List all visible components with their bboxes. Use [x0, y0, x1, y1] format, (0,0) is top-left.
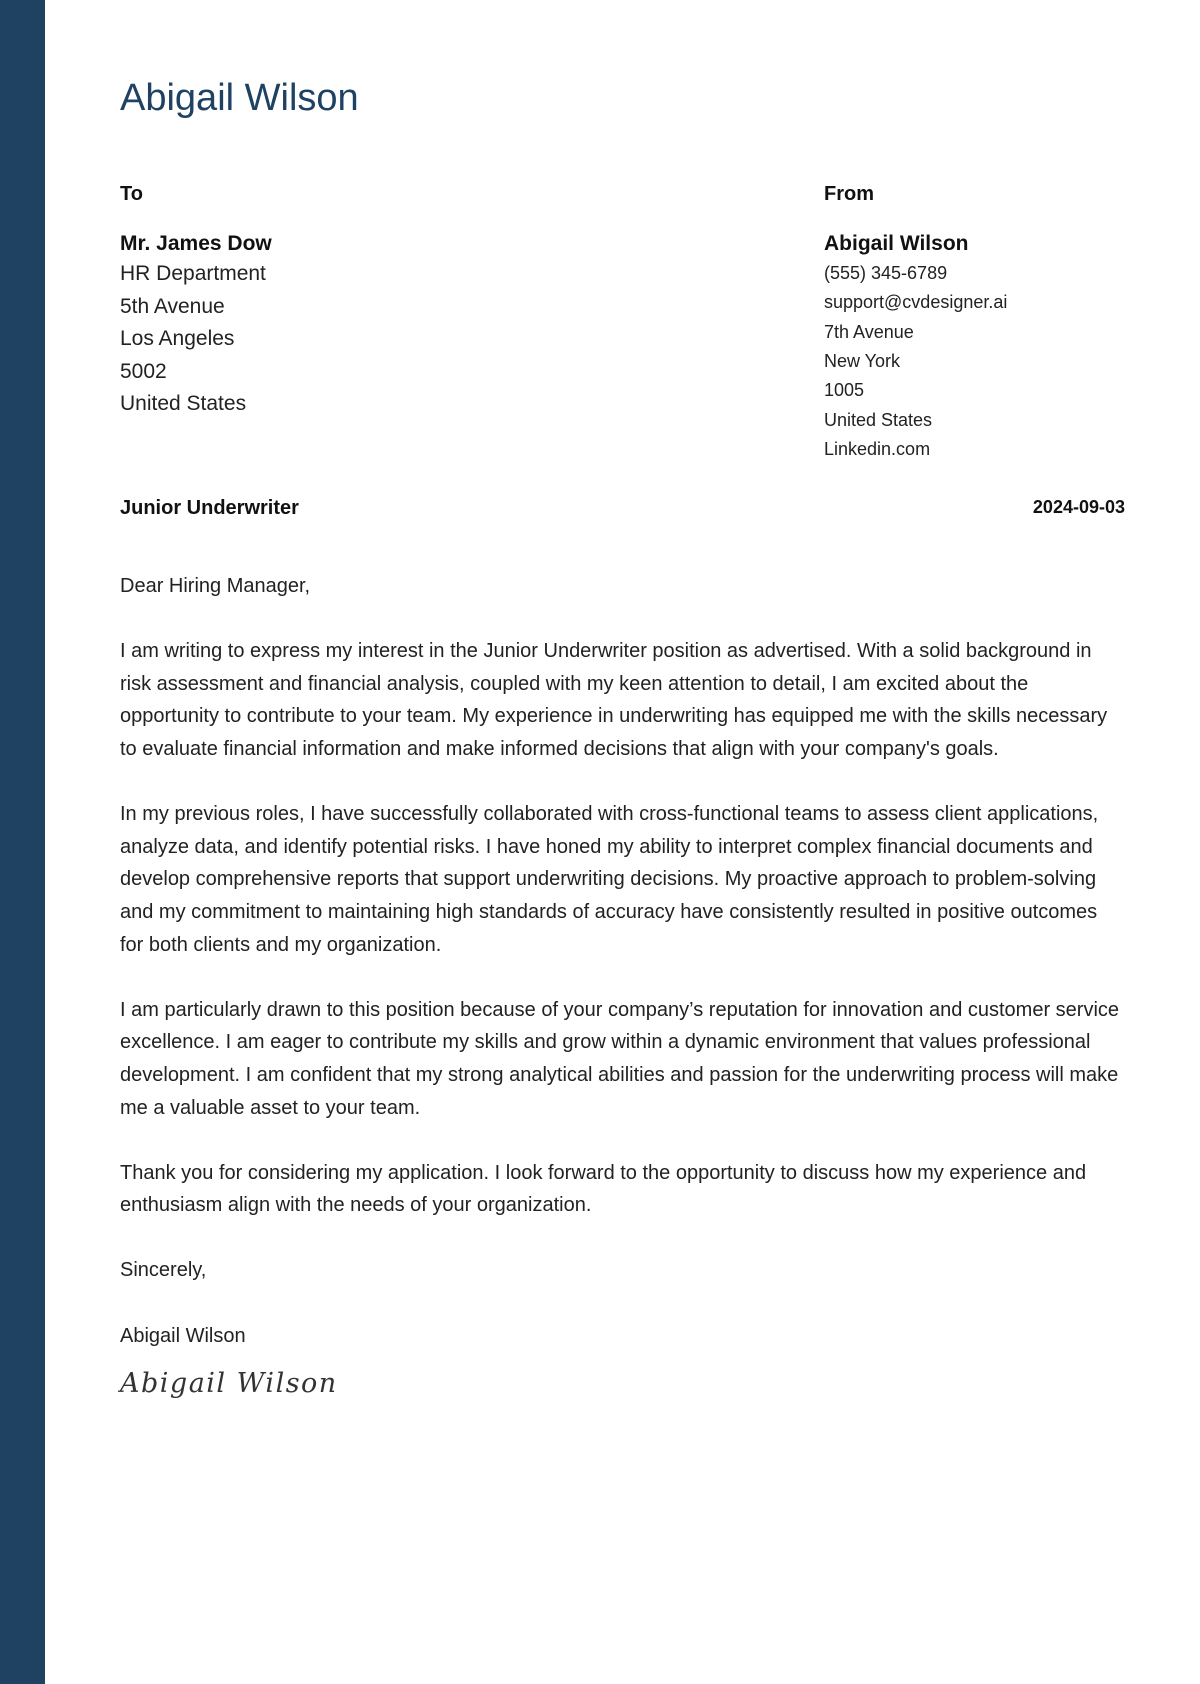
job-title: Junior Underwriter [120, 497, 299, 519]
body-paragraph: I am writing to express my interest in the Junior Underwriter position as advertised. With a solid background in risk assessment and financial analysis, coupled with my keen attention to detail, I am excited about the opportunity to contribute to your team. My experience in underwriting has equipped me with the skills necessary to evaluate financial information and make informed decisions that align with your company's goals. [120, 640, 1108, 760]
recipient-label: To [120, 183, 143, 205]
sender-email: support@cvdesigner.ai [824, 292, 1008, 313]
recipient-address [120, 258, 720, 421]
body-paragraph: In my previous roles, I have successfully collaborated with cross-functional teams to assess client applications, analyze data, and identify potential risks. I have honed my ability to interpret complex financial documents and develop comprehensive reports that support underwriting decisions. My proactive approach to problem-solving and my commitment to maintaining high standards of accuracy have consistently resulted in positive outcomes for both clients and my organization. [120, 803, 1099, 956]
recipient-block [120, 183, 720, 421]
handwritten-signature: Abigail Wilson [120, 1368, 338, 1399]
closing: Sincerely, [120, 1259, 207, 1282]
cover-letter-page [120, 0, 1125, 1684]
sender-label: From [824, 183, 874, 205]
recipient-street: 5th Avenue [120, 294, 225, 318]
letter-date: 2024-09-03 [1032, 497, 1125, 517]
salutation: Dear Hiring Manager, [120, 575, 311, 597]
recipient-postal-code: 5002 [120, 359, 167, 383]
recipient-name: Mr. James Dow [120, 232, 272, 255]
recipient-city: Los Angeles [120, 327, 235, 351]
sender-postal-code: 1005 [824, 380, 865, 401]
sender-name: Abigail Wilson [824, 232, 969, 255]
sender-block [824, 183, 1124, 464]
letter-body [120, 570, 1125, 1385]
side-accent-bar [0, 0, 45, 1684]
body-paragraph: Thank you for considering my application. I look forward to the opportunity to discuss how my experience and enthusiasm align with the needs of your organization. [120, 1161, 1087, 1217]
sender-city: New York [824, 351, 901, 372]
sender-country: United States [824, 409, 933, 430]
applicant-name-heading: Abigail Wilson [120, 77, 359, 119]
recipient-department: HR Department [120, 262, 266, 286]
sender-phone: (555) 345-6789 [824, 263, 948, 284]
closing-name: Abigail Wilson [120, 1324, 246, 1347]
body-paragraph: I am particularly drawn to this position because of your company’s reputation for innovation and customer service excellence. I am eager to contribute my skills and grow within a dynamic environment that values professional development. I am confident that my strong analytical abilities and passion for the underwriting process will make me a valuable asset to your team. [120, 998, 1120, 1119]
sender-website: Linkedin.com [824, 438, 931, 459]
sender-contact [824, 259, 1124, 464]
sender-street: 7th Avenue [824, 321, 914, 342]
recipient-country: United States [120, 392, 247, 416]
